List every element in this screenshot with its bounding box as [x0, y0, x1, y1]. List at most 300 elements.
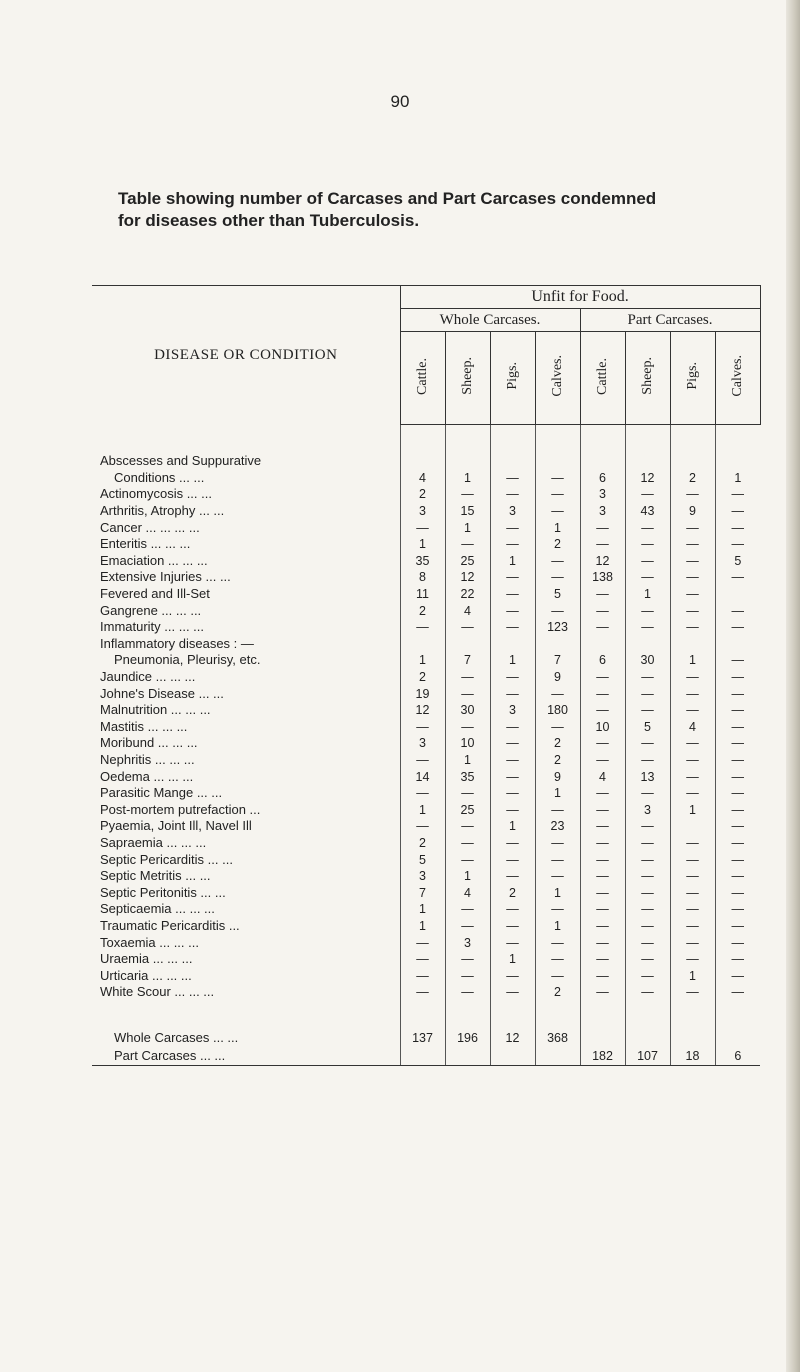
count-cell: —	[490, 934, 535, 951]
count-cell	[670, 453, 715, 470]
count-cell: 30	[445, 702, 490, 719]
count-cell: —	[580, 818, 625, 835]
count-cell: —	[670, 685, 715, 702]
caption-line-1: Table showing number of Carcases and Part Carcases condemned	[118, 189, 657, 208]
count-cell: 22	[445, 586, 490, 603]
spacer-cell	[580, 425, 625, 454]
count-cell: —	[400, 719, 445, 736]
table-row	[92, 569, 760, 586]
spacer-cell	[490, 425, 535, 454]
count-cell: —	[670, 586, 715, 603]
count-cell: —	[535, 868, 580, 885]
count-cell	[490, 636, 535, 653]
spacer-cell	[670, 425, 715, 454]
count-cell: —	[490, 619, 535, 636]
count-cell: —	[670, 486, 715, 503]
count-cell	[670, 1029, 715, 1047]
column-header-label: Calves.	[549, 355, 565, 397]
count-cell: —	[490, 486, 535, 503]
table-row	[92, 951, 760, 968]
count-cell: —	[400, 619, 445, 636]
count-cell: —	[490, 868, 535, 885]
disease-label: Pyaemia, Joint Ill, Navel Ill	[100, 818, 252, 834]
spacer-cell	[625, 425, 670, 454]
count-cell: —	[445, 536, 490, 553]
count-cell: —	[490, 685, 535, 702]
count-cell: —	[535, 851, 580, 868]
count-cell: —	[490, 586, 535, 603]
count-cell	[535, 453, 580, 470]
count-cell: 8	[400, 569, 445, 586]
count-cell	[490, 453, 535, 470]
count-cell: —	[580, 586, 625, 603]
count-cell	[445, 1047, 490, 1066]
count-cell: —	[535, 951, 580, 968]
count-cell: 1	[400, 801, 445, 818]
count-cell: —	[715, 685, 760, 702]
count-cell: —	[445, 719, 490, 736]
disease-label: Pneumonia, Pleurisy, etc.	[114, 652, 261, 668]
count-cell: 2	[670, 470, 715, 487]
disease-label: Septic Pericarditis ... ...	[100, 851, 233, 867]
count-cell: —	[625, 868, 670, 885]
count-cell: 4	[445, 884, 490, 901]
count-cell: —	[580, 669, 625, 686]
count-cell: —	[715, 851, 760, 868]
spacer-row	[92, 425, 760, 454]
column-header-label: Cattle.	[594, 357, 610, 395]
count-cell: —	[490, 752, 535, 769]
table-row	[92, 519, 760, 536]
count-cell: —	[715, 702, 760, 719]
column-header-whole-pigs	[490, 332, 535, 425]
count-cell: —	[535, 801, 580, 818]
count-cell: 1	[400, 918, 445, 935]
disease-label: Septic Metritis ... ...	[100, 868, 211, 884]
count-cell: 1	[535, 884, 580, 901]
count-cell: 5	[625, 719, 670, 736]
column-header-part-pigs	[670, 332, 715, 425]
table-row	[92, 851, 760, 868]
count-cell: —	[490, 984, 535, 1001]
count-cell: —	[670, 934, 715, 951]
count-cell: —	[670, 735, 715, 752]
count-cell: —	[670, 602, 715, 619]
count-cell: 2	[535, 536, 580, 553]
count-cell: 43	[625, 503, 670, 520]
count-cell: —	[535, 934, 580, 951]
count-cell: —	[670, 619, 715, 636]
count-cell: —	[445, 669, 490, 686]
count-cell: 2	[400, 835, 445, 852]
count-cell: —	[580, 901, 625, 918]
disease-label: Parasitic Mange ... ...	[100, 785, 223, 801]
total-label: Whole Carcases ... ...	[114, 1029, 239, 1045]
disease-label: Uraemia ... ... ...	[100, 951, 193, 967]
table-row	[92, 586, 760, 603]
count-cell: 35	[445, 768, 490, 785]
disease-label: Cancer ... ... ... ...	[100, 519, 200, 535]
count-cell: —	[670, 884, 715, 901]
count-cell: 1	[400, 901, 445, 918]
count-cell	[445, 453, 490, 470]
count-cell: 4	[670, 719, 715, 736]
count-cell: 30	[625, 652, 670, 669]
count-cell: 1	[400, 652, 445, 669]
count-cell: —	[490, 536, 535, 553]
count-cell: 1	[445, 868, 490, 885]
count-cell: —	[670, 569, 715, 586]
table-row	[92, 918, 760, 935]
count-cell: —	[490, 719, 535, 736]
count-cell: 1	[535, 785, 580, 802]
count-cell: 13	[625, 768, 670, 785]
count-cell: —	[490, 519, 535, 536]
count-cell: —	[400, 967, 445, 984]
count-cell	[535, 636, 580, 653]
disease-label: Septic Peritonitis ... ...	[100, 884, 226, 900]
count-cell: 2	[535, 735, 580, 752]
count-cell: —	[670, 702, 715, 719]
table-row	[92, 801, 760, 818]
count-cell: —	[445, 486, 490, 503]
count-cell: 7	[535, 652, 580, 669]
count-cell: —	[445, 685, 490, 702]
count-cell: —	[580, 752, 625, 769]
count-cell: —	[670, 851, 715, 868]
count-cell: 368	[535, 1029, 580, 1047]
count-cell: 3	[400, 868, 445, 885]
count-cell: —	[400, 984, 445, 1001]
table-row	[92, 967, 760, 984]
count-cell: —	[715, 768, 760, 785]
count-cell: —	[625, 602, 670, 619]
count-cell: 138	[580, 569, 625, 586]
count-cell: 12	[625, 470, 670, 487]
count-cell: —	[535, 602, 580, 619]
count-cell: —	[535, 719, 580, 736]
count-cell: —	[535, 835, 580, 852]
count-cell: —	[535, 470, 580, 487]
count-cell: 5	[535, 586, 580, 603]
count-cell: —	[715, 901, 760, 918]
count-cell: —	[445, 619, 490, 636]
count-cell: 3	[490, 702, 535, 719]
count-cell: 1	[715, 470, 760, 487]
count-cell: —	[670, 519, 715, 536]
count-cell: 6	[580, 470, 625, 487]
count-cell: —	[490, 967, 535, 984]
disease-label: Inflammatory diseases : —	[100, 635, 254, 651]
spacer-cell	[715, 425, 760, 454]
count-cell: —	[670, 752, 715, 769]
disease-label: Gangrene ... ... ...	[100, 602, 202, 618]
count-cell: —	[670, 669, 715, 686]
table-row	[92, 934, 760, 951]
total-label: Part Carcases ... ...	[92, 1047, 400, 1066]
count-cell: 12	[580, 553, 625, 570]
count-cell: 10	[445, 735, 490, 752]
count-cell: —	[535, 553, 580, 570]
count-cell: 12	[445, 569, 490, 586]
disease-label: Conditions ... ...	[114, 469, 205, 485]
count-cell: 11	[400, 586, 445, 603]
count-cell: —	[580, 868, 625, 885]
count-cell: —	[580, 801, 625, 818]
count-cell	[580, 453, 625, 470]
column-header-label: Cattle.	[414, 357, 430, 395]
disease-label: White Scour ... ... ...	[100, 984, 215, 1000]
count-cell: —	[490, 901, 535, 918]
count-cell: —	[625, 752, 670, 769]
count-cell: —	[715, 569, 760, 586]
count-cell	[625, 636, 670, 653]
disease-label: Traumatic Pericarditis ...	[100, 917, 240, 933]
count-cell	[715, 636, 760, 653]
count-cell	[715, 1029, 760, 1047]
count-cell: —	[580, 536, 625, 553]
count-cell: —	[490, 801, 535, 818]
total-row	[92, 1047, 760, 1066]
count-cell: 3	[400, 503, 445, 520]
count-cell: 3	[625, 801, 670, 818]
count-cell: —	[625, 984, 670, 1001]
count-cell: —	[445, 984, 490, 1001]
count-cell: —	[445, 901, 490, 918]
count-cell: 14	[400, 768, 445, 785]
table-row	[92, 470, 760, 487]
table-caption	[118, 188, 768, 232]
disease-label: Extensive Injuries ... ...	[100, 569, 231, 585]
count-cell: 7	[400, 884, 445, 901]
count-cell: —	[715, 652, 760, 669]
count-cell: —	[715, 519, 760, 536]
count-cell: —	[580, 835, 625, 852]
disease-label: Post-mortem putrefaction ...	[100, 801, 261, 817]
count-cell: —	[580, 702, 625, 719]
count-cell: —	[670, 868, 715, 885]
spacer-cell	[625, 1001, 670, 1029]
disease-label: Actinomycosis ... ...	[100, 486, 212, 502]
count-cell: —	[625, 486, 670, 503]
disease-label: Oedema ... ... ...	[100, 768, 194, 784]
count-cell: —	[715, 536, 760, 553]
count-cell: —	[625, 851, 670, 868]
column-header-whole-sheep	[445, 332, 490, 425]
count-cell: 10	[580, 719, 625, 736]
count-cell: —	[580, 619, 625, 636]
count-cell: —	[715, 967, 760, 984]
table-row	[92, 453, 760, 470]
count-cell	[625, 1029, 670, 1047]
count-cell: —	[625, 818, 670, 835]
count-cell: 1	[535, 918, 580, 935]
count-cell: 6	[715, 1047, 760, 1066]
count-cell: 9	[535, 669, 580, 686]
count-cell: —	[670, 553, 715, 570]
count-cell: 137	[400, 1029, 445, 1047]
caption-line-2: for diseases other than Tuberculosis.	[118, 211, 420, 230]
count-cell: 1	[670, 652, 715, 669]
count-cell: —	[625, 735, 670, 752]
count-cell: —	[625, 934, 670, 951]
spacer-cell	[92, 425, 400, 454]
table-row	[92, 636, 760, 653]
page-edge-shadow	[786, 0, 800, 1372]
count-cell: —	[715, 735, 760, 752]
count-cell: —	[580, 918, 625, 935]
count-cell: 1	[445, 470, 490, 487]
count-cell: —	[445, 967, 490, 984]
disease-label: Emaciation ... ... ...	[100, 552, 208, 568]
count-cell: —	[670, 785, 715, 802]
table-row	[92, 669, 760, 686]
disease-label: Sapraemia ... ... ...	[100, 834, 207, 850]
count-cell: 2	[400, 669, 445, 686]
table-row	[92, 702, 760, 719]
count-cell: —	[490, 569, 535, 586]
count-cell: 3	[580, 503, 625, 520]
count-cell	[715, 453, 760, 470]
disease-label: Urticaria ... ... ...	[100, 967, 192, 983]
count-cell: —	[445, 785, 490, 802]
count-cell: —	[670, 536, 715, 553]
count-cell	[400, 1047, 445, 1066]
count-cell: —	[535, 685, 580, 702]
count-cell: —	[625, 669, 670, 686]
count-cell: 9	[670, 503, 715, 520]
count-cell: —	[715, 984, 760, 1001]
count-cell: —	[580, 785, 625, 802]
count-cell: —	[580, 934, 625, 951]
count-cell: —	[625, 553, 670, 570]
count-cell	[670, 818, 715, 835]
table-row	[92, 619, 760, 636]
table-row	[92, 884, 760, 901]
part-carcases-header: Part Carcases.	[580, 309, 760, 332]
count-cell: —	[715, 868, 760, 885]
count-cell: —	[400, 818, 445, 835]
column-header-label: Calves.	[729, 355, 745, 397]
count-cell: —	[490, 835, 535, 852]
count-cell	[580, 636, 625, 653]
spacer-cell	[535, 425, 580, 454]
count-cell: —	[670, 768, 715, 785]
count-cell	[400, 636, 445, 653]
table-row	[92, 536, 760, 553]
count-cell: —	[715, 884, 760, 901]
table-row	[92, 768, 760, 785]
count-cell: —	[445, 835, 490, 852]
spacer-cell	[715, 1001, 760, 1029]
count-cell: —	[535, 569, 580, 586]
count-cell: 15	[445, 503, 490, 520]
table-row	[92, 735, 760, 752]
count-cell: —	[625, 835, 670, 852]
table-row	[92, 835, 760, 852]
count-cell: —	[625, 702, 670, 719]
column-header-whole-cattle	[400, 332, 445, 425]
count-cell: —	[400, 951, 445, 968]
count-cell: —	[715, 835, 760, 852]
count-cell: 1	[490, 553, 535, 570]
count-cell: —	[490, 602, 535, 619]
spacer-cell	[400, 425, 445, 454]
spacer-row	[92, 1001, 760, 1029]
table-row	[92, 901, 760, 918]
count-cell: 5	[715, 553, 760, 570]
count-cell: 12	[400, 702, 445, 719]
count-cell: —	[445, 951, 490, 968]
count-cell: —	[580, 851, 625, 868]
count-cell: —	[715, 951, 760, 968]
count-cell: 2	[535, 752, 580, 769]
count-cell: 2	[400, 486, 445, 503]
count-cell: —	[715, 619, 760, 636]
condemned-carcases-table	[92, 285, 761, 1066]
count-cell: —	[580, 685, 625, 702]
count-cell: —	[625, 951, 670, 968]
count-cell: 4	[580, 768, 625, 785]
count-cell: 196	[445, 1029, 490, 1047]
count-cell: 4	[445, 602, 490, 619]
spacer-cell	[92, 1001, 400, 1029]
column-header-part-cattle	[580, 332, 625, 425]
table-row	[92, 818, 760, 835]
count-cell	[490, 1047, 535, 1066]
count-cell: —	[670, 984, 715, 1001]
page-number: 90	[390, 92, 410, 111]
count-cell: —	[625, 619, 670, 636]
column-header-whole-calves	[535, 332, 580, 425]
count-cell: —	[715, 934, 760, 951]
count-cell: —	[580, 967, 625, 984]
spacer-cell	[580, 1001, 625, 1029]
unfit-for-food-header: Unfit for Food.	[400, 286, 760, 309]
disease-label: Jaundice ... ... ...	[100, 669, 196, 685]
count-cell: 3	[445, 934, 490, 951]
count-cell: —	[625, 685, 670, 702]
count-cell: —	[670, 951, 715, 968]
disease-column-header: DISEASE OR CONDITION	[92, 286, 400, 425]
count-cell	[580, 1029, 625, 1047]
count-cell: —	[490, 735, 535, 752]
count-cell: —	[715, 719, 760, 736]
count-cell: —	[490, 669, 535, 686]
column-header-label: Sheep.	[459, 357, 475, 395]
column-header-label: Pigs.	[684, 362, 700, 390]
column-header-label: Sheep.	[639, 357, 655, 395]
count-cell: 1	[490, 951, 535, 968]
disease-label: Toxaemia ... ... ...	[100, 934, 199, 950]
table-row	[92, 984, 760, 1001]
count-cell: —	[715, 801, 760, 818]
count-cell: —	[400, 519, 445, 536]
table-row	[92, 785, 760, 802]
count-cell: —	[670, 901, 715, 918]
count-cell	[535, 1047, 580, 1066]
disease-label: Nephritis ... ... ...	[100, 751, 195, 767]
count-cell: 2	[490, 884, 535, 901]
table-row	[92, 602, 760, 619]
table-row	[92, 553, 760, 570]
count-cell: —	[625, 918, 670, 935]
count-cell: —	[445, 818, 490, 835]
count-cell: —	[580, 602, 625, 619]
count-cell: 25	[445, 553, 490, 570]
count-cell: 123	[535, 619, 580, 636]
count-cell: 9	[535, 768, 580, 785]
